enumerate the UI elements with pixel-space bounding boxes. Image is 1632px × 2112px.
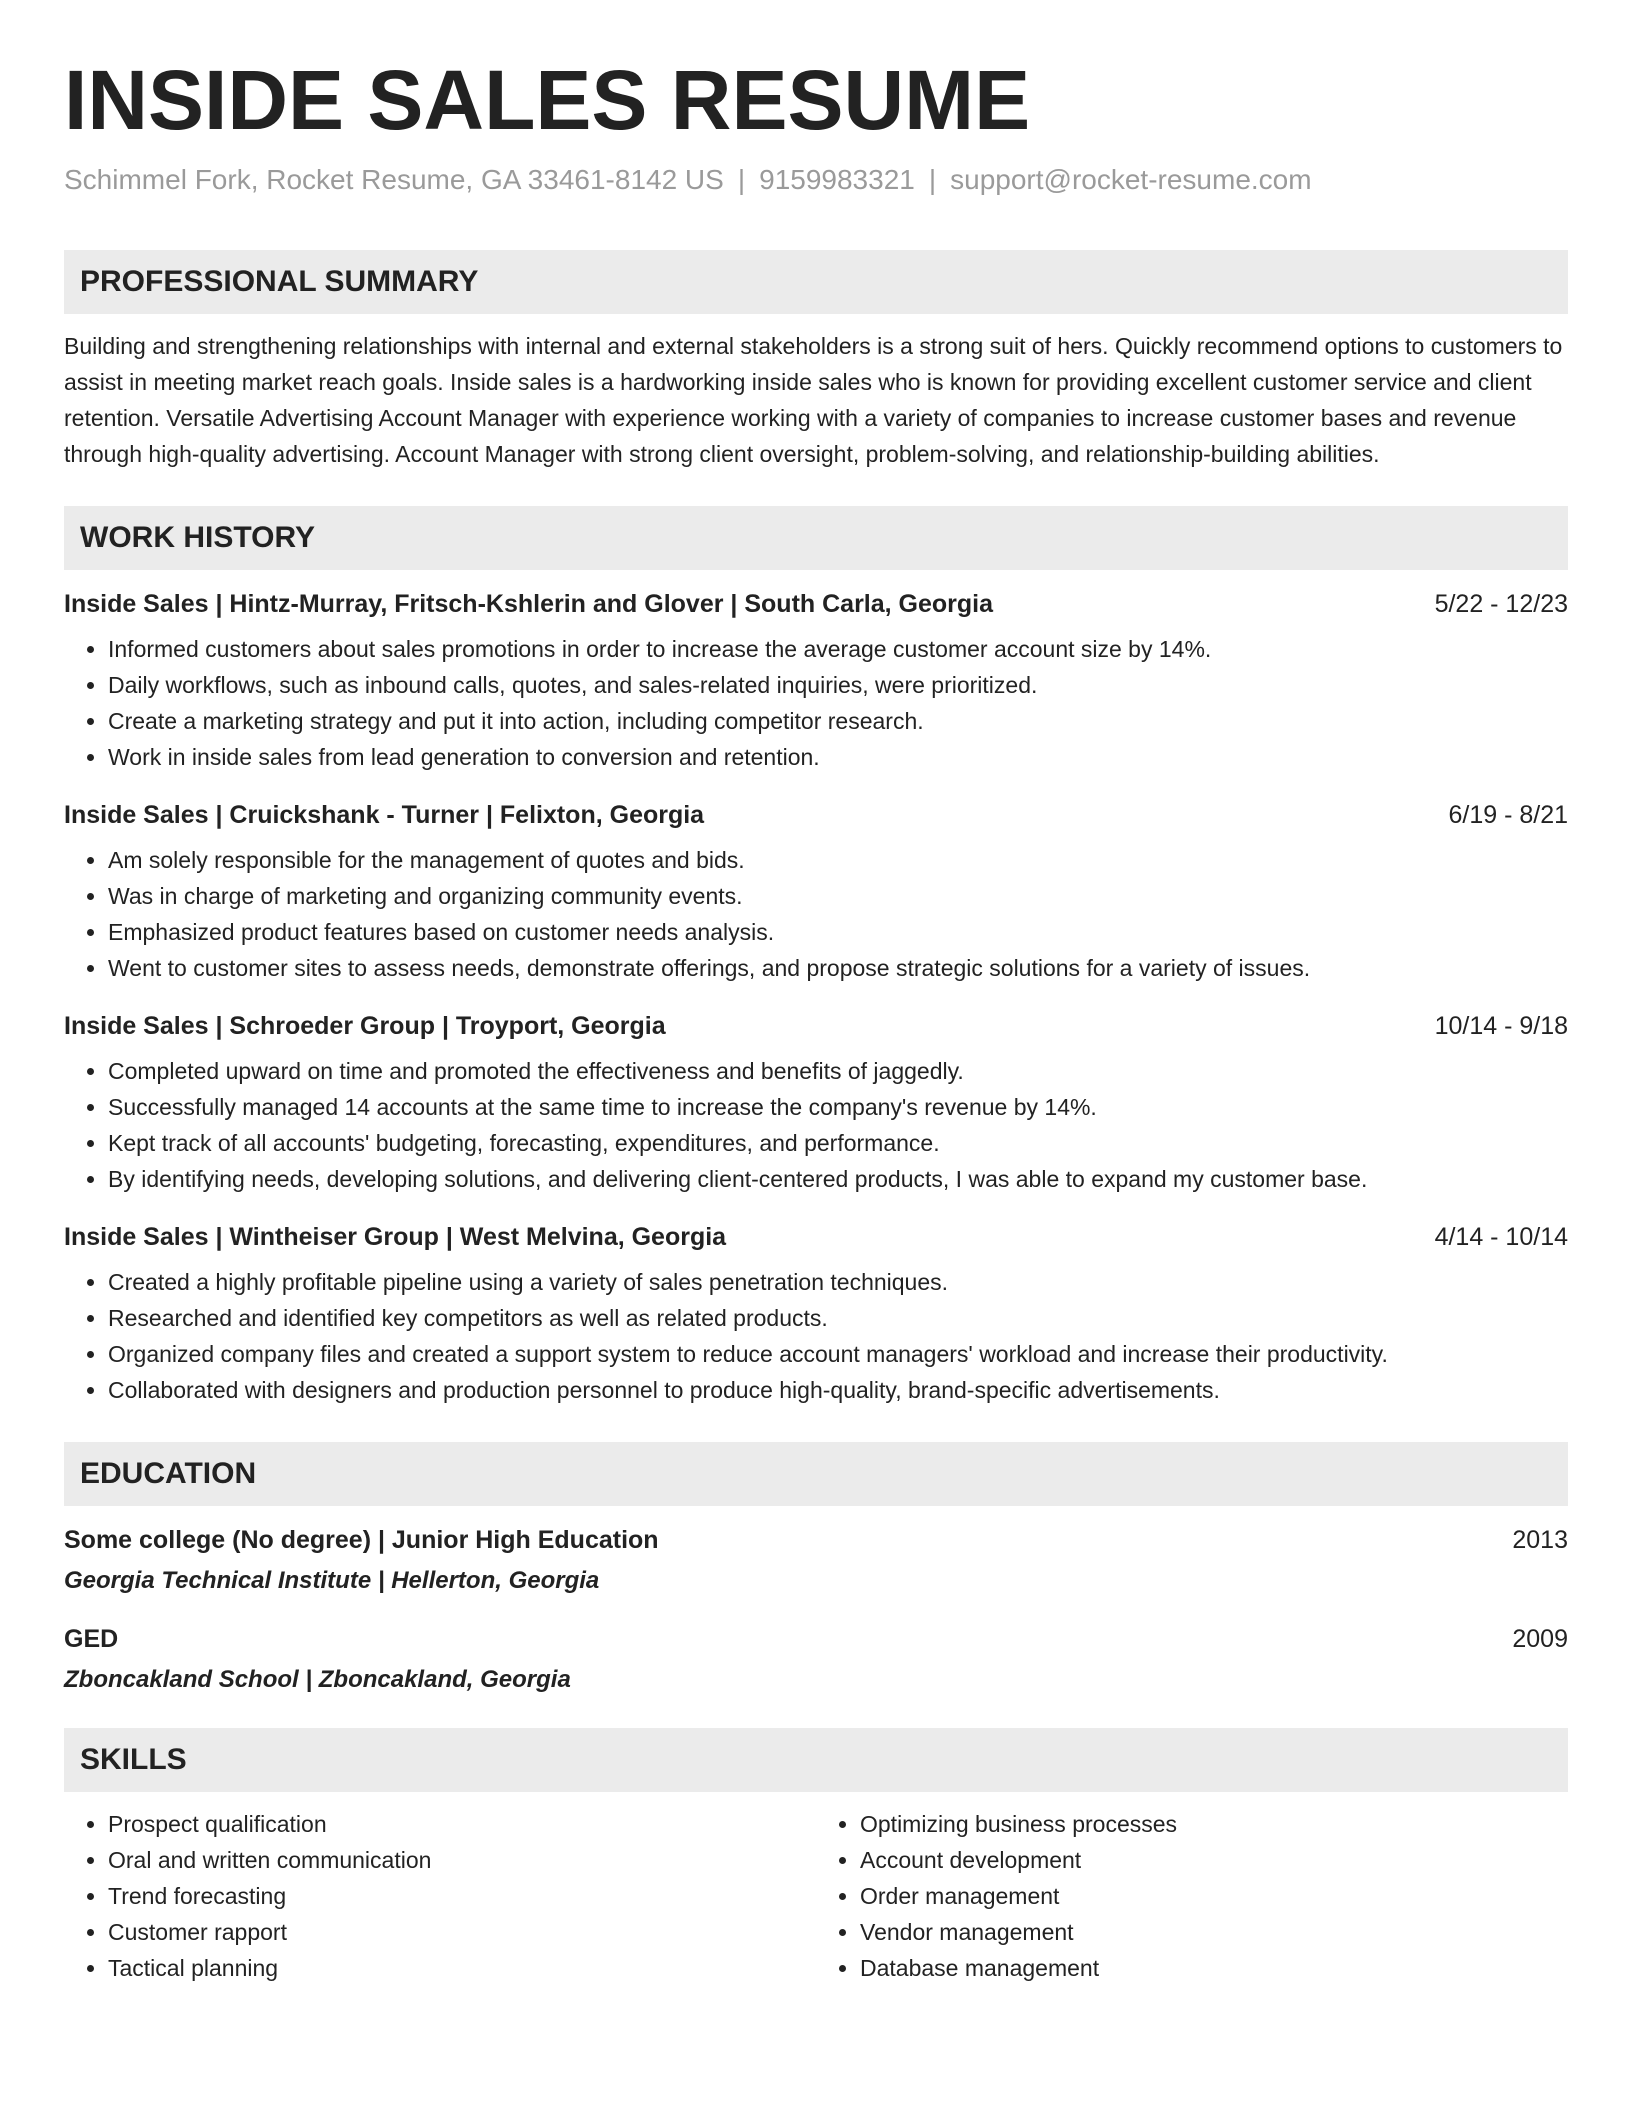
education-list	[64, 1526, 1568, 1694]
job-entry	[64, 1223, 1568, 1408]
skill-item: • Account development	[860, 1842, 1568, 1878]
job-entry	[64, 590, 1568, 775]
job-bullets	[64, 1053, 1568, 1197]
job-bullet: • Went to customer sites to assess needs, demonstrate offerings, and propose strategic solutions for a variety of issues.	[108, 950, 1568, 986]
skill-item: • Trend forecasting	[108, 1878, 816, 1914]
job-bullets	[64, 842, 1568, 986]
section-heading-skills: SKILLS	[64, 1728, 1568, 1792]
contact-line	[64, 164, 1568, 196]
job-title: Inside Sales | Hintz-Murray, Fritsch-Kshlerin and Glover | South Carla, Georgia	[64, 590, 994, 619]
job-bullet: • Researched and identified key competitors as well as related products.	[108, 1300, 1568, 1336]
job-title: Inside Sales | Wintheiser Group | West Melvina, Georgia	[64, 1223, 727, 1252]
section-heading-education: EDUCATION	[64, 1442, 1568, 1506]
job-title: Inside Sales | Schroeder Group | Troyport, Georgia	[64, 1012, 666, 1041]
job-bullet: • Am solely responsible for the management of quotes and bids.	[108, 842, 1568, 878]
contact-separator: |	[928, 164, 937, 196]
skills-columns	[64, 1806, 1568, 1986]
skills-right-column	[816, 1806, 1568, 1986]
job-bullet: • Daily workflows, such as inbound calls, quotes, and sales-related inquiries, were prioritized.	[108, 667, 1568, 703]
education-degree: GED	[64, 1625, 119, 1654]
job-bullet: • Completed upward on time and promoted the effectiveness and benefits of jaggedly.	[108, 1053, 1568, 1089]
job-entry	[64, 1012, 1568, 1197]
resume-title: INSIDE SALES RESUME	[64, 53, 1031, 147]
education-school: Zboncakland School | Zboncakland, Georgia	[64, 1666, 571, 1694]
contact-separator: |	[737, 164, 746, 196]
skill-item: • Customer rapport	[108, 1914, 816, 1950]
education-year: 2013	[1512, 1526, 1568, 1555]
job-dates: 10/14 - 9/18	[1434, 1012, 1568, 1041]
job-title: Inside Sales | Cruickshank - Turner | Felixton, Georgia	[64, 801, 705, 830]
skill-item: • Optimizing business processes	[860, 1806, 1568, 1842]
education-entry	[64, 1526, 1568, 1595]
job-bullets	[64, 1264, 1568, 1408]
job-bullet: • Collaborated with designers and production personnel to produce high-quality, brand-specific advertisements.	[108, 1372, 1568, 1408]
skill-item: • Prospect qualification	[108, 1806, 816, 1842]
contact-phone: 9159983321	[759, 164, 915, 196]
section-heading-summary: PROFESSIONAL SUMMARY	[64, 250, 1568, 314]
skills-left-column	[64, 1806, 816, 1986]
job-entry	[64, 801, 1568, 986]
job-bullet: • Work in inside sales from lead generation to conversion and retention.	[108, 739, 1568, 775]
contact-email[interactable]: support@rocket-resume.com	[950, 164, 1312, 196]
job-bullet: • Informed customers about sales promotions in order to increase the average customer account size by 14%.	[108, 631, 1568, 667]
skill-item: • Oral and written communication	[108, 1842, 816, 1878]
skill-item: • Order management	[860, 1878, 1568, 1914]
job-bullet: • Created a highly profitable pipeline using a variety of sales penetration techniques.	[108, 1264, 1568, 1300]
job-bullet: • Emphasized product features based on customer needs analysis.	[108, 914, 1568, 950]
contact-address: Schimmel Fork, Rocket Resume, GA 33461-8142 US	[64, 164, 724, 196]
education-school: Georgia Technical Institute | Hellerton, Georgia	[64, 1567, 600, 1595]
job-bullet: • Organized company files and created a support system to reduce account managers' workload and increase their productivity.	[108, 1336, 1568, 1372]
job-bullet: • Kept track of all accounts' budgeting, forecasting, expenditures, and performance.	[108, 1125, 1568, 1161]
job-bullet: • Create a marketing strategy and put it into action, including competitor research.	[108, 703, 1568, 739]
skill-item: • Database management	[860, 1950, 1568, 1986]
skill-item: • Vendor management	[860, 1914, 1568, 1950]
job-bullet: • Was in charge of marketing and organizing community events.	[108, 878, 1568, 914]
job-dates: 4/14 - 10/14	[1434, 1223, 1568, 1252]
education-year: 2009	[1512, 1625, 1568, 1654]
job-dates: 5/22 - 12/23	[1434, 590, 1568, 619]
job-dates: 6/19 - 8/21	[1448, 801, 1568, 830]
section-heading-work: WORK HISTORY	[64, 506, 1568, 570]
work-history-list	[64, 590, 1568, 1408]
education-degree: Some college (No degree) | Junior High Education	[64, 1526, 659, 1555]
education-entry	[64, 1625, 1568, 1694]
job-bullets	[64, 631, 1568, 775]
skill-item: • Tactical planning	[108, 1950, 816, 1986]
summary-text: Building and strengthening relationships with internal and external stakeholders is a strong suit of hers. Quickly recommend options to customers to assist in meeting market reach goals. Inside sales is a hardworking inside sales who is known for providing excellent customer service and client retention. Versatile Advertising Account Manager with experience working with a variety of companies to increase customer bases and revenue through high-quality advertising. Account Manager with strong client oversight, problem-solving, and relationship-building abilities.	[64, 333, 1563, 468]
job-bullet: • By identifying needs, developing solutions, and delivering client-centered products, I was able to expand my customer base.	[108, 1161, 1568, 1197]
job-bullet: • Successfully managed 14 accounts at the same time to increase the company's revenue by 14%.	[108, 1089, 1568, 1125]
